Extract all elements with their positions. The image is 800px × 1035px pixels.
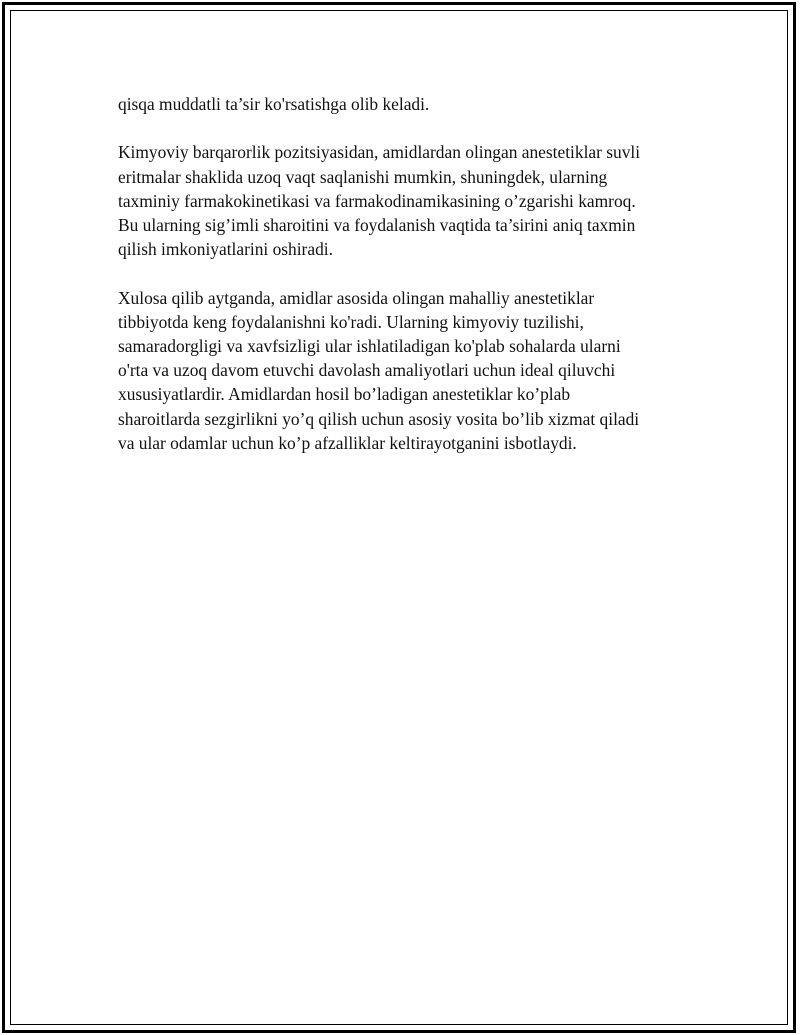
paragraph-continuation: qisqa muddatli ta’sir ko'rsatishga olib keladi. (118, 94, 430, 114)
paragraph-conclusion: Xulosa qilib aytganda, amidlar asosida olingan mahalliy anestetiklar tibbiyotda keng foydalanishni ko'radi. Ularning kimyoviy tuzilishi, samaradorgligi va xavfsizligi ular ishlatiladigan ko'plab sohalarda ularni o'rta va uzoq davom etuvchi davolash amaliyotlari uchun ideal qiluvchi xususiyatlardir. Amidlardan hosil bo’ladigan anestetiklar ko’plab sharoitlarda sezgirlikni yo’q qilish uchun asosiy vosita bo’lib xizmat qiladi va ular odamlar uchun ko’p afzalliklar keltirayotganini isbotlaydi. (118, 287, 640, 453)
document-body (118, 92, 678, 479)
paragraph-chemical-stability: Kimyoviy barqarorlik pozitsiyasidan, amidlardan olingan anestetiklar suvli eritmalar shaklida uzoq vaqt saqlanishi mumkin, shuningdek, ularning taxminiy farmakokinetikasi va farmakodinamikasining o’zgarishi kamroq. Bu ularning sig’imli sharoitini va foydalanish vaqtida ta’sirini aniq taxmin qilish imkoniyatlarini oshiradi. (118, 142, 641, 260)
